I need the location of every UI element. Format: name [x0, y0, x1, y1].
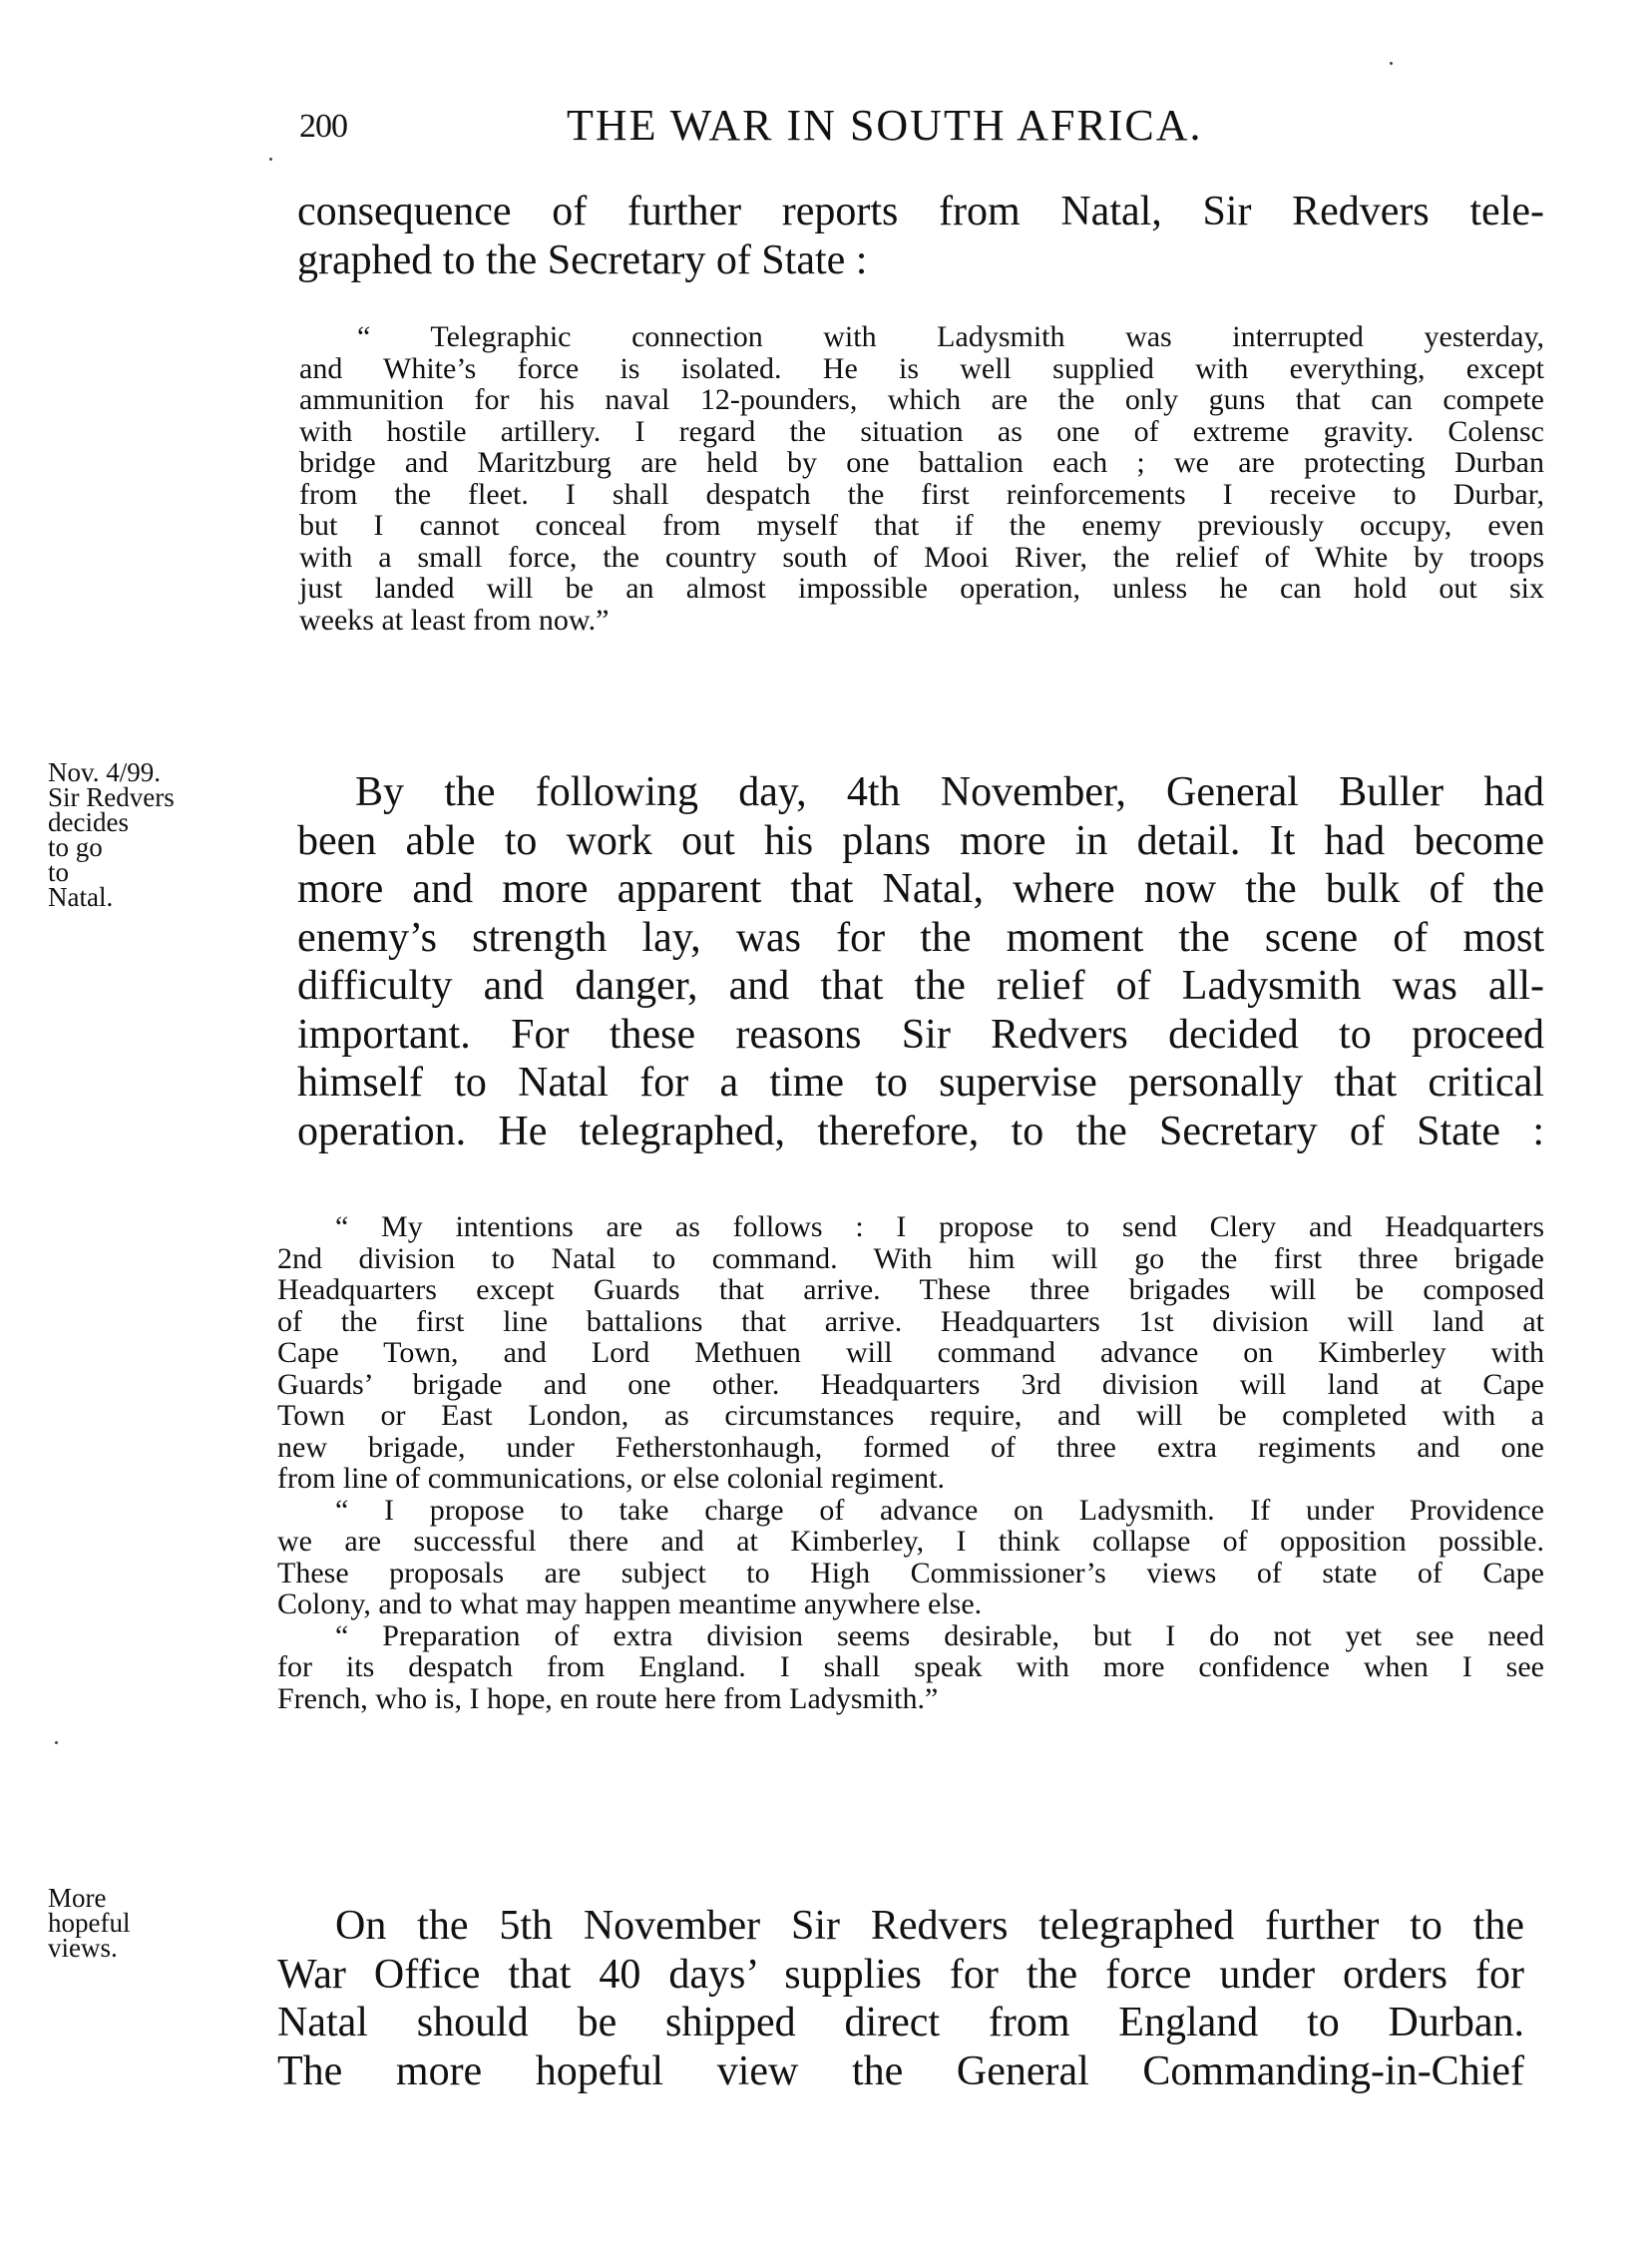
scan-speck: [55, 1741, 58, 1744]
quote-line: 2nd division to Natal to command. With him will go the first three brigade: [277, 1241, 1544, 1275]
text-line: himself to Natal for a time to supervise personally that critical: [297, 1060, 1544, 1106]
text-line: Natal should be shipped direct from England to Durban.: [277, 2000, 1524, 2045]
quote-line: Colony, and to what may happen meantime anywhere else.: [277, 1588, 983, 1620]
quote-line: we are successful there and at Kimberley, I think collapse of opposition possible.: [277, 1525, 1544, 1558]
text-line: operation. He telegraphed, therefore, to the Secretary of State :: [297, 1108, 1544, 1154]
quote-line: for its despatch from England. I shall speak with more confidence when I see: [277, 1650, 1544, 1683]
quote-line: Cape Town, and Lord Methuen will command advance on Kimberley with: [277, 1336, 1544, 1369]
quote-line: of the first line battalions that arrive. Headquarters 1st division will land at: [277, 1304, 1544, 1338]
quote-line: “ Telegraphic connection with Ladysmith was interrupted yesterday,: [357, 320, 1544, 353]
running-head: [299, 100, 1297, 160]
quote-paragraph-intentions: [277, 1211, 1544, 1495]
running-title: THE WAR IN SOUTH AFRICA.: [567, 101, 1203, 150]
text-line: consequence of further reports from Natal, Sir Redvers tele-: [297, 189, 1544, 234]
text-line: enemy’s strength lay, was for the moment the scene of most: [297, 914, 1544, 961]
quote-line: Guards’ brigade and one other. Headquarters 3rd division will land at Cape: [277, 1367, 1544, 1401]
quote-line: new brigade, under Fetherstonhaugh, formed of three extra regiments and one: [277, 1430, 1544, 1464]
quote-line: Town or East London, as circumstances require, and will be completed with a: [277, 1399, 1544, 1432]
quote-line: bridge and Maritzburg are held by one battalion each ; we are protecting Durban: [299, 446, 1544, 479]
telegram-quote-1: [299, 321, 1544, 636]
scan-speck: [1390, 62, 1393, 65]
text-line: On the 5th November Sir Redvers telegraphed further to the: [335, 1903, 1524, 1949]
sidenote-line: decides: [48, 807, 129, 837]
paragraph-buller-plans: [297, 768, 1544, 1155]
paragraph-continued: [297, 188, 1544, 284]
paragraph-5th-november: [277, 1902, 1524, 2095]
quote-line: “ My intentions are as follows : I propose to send Clery and Headquarters: [335, 1210, 1544, 1243]
text-line: The more hopeful view the General Commanding-in-Chief: [277, 2047, 1524, 2094]
telegram-quote-2: [277, 1211, 1544, 1714]
sidenote-line: to go: [48, 832, 103, 862]
quote-line: from line of communications, or else colonial regiment.: [277, 1462, 945, 1495]
sidenote-line: views.: [48, 1933, 118, 1963]
text-line: more and more apparent that Natal, where now the bulk of the: [297, 866, 1544, 912]
quote-line: with hostile artillery. I regard the situation as one of extreme gravity. Colensc: [299, 414, 1544, 448]
text-line: graphed to the Secretary of State :: [297, 236, 868, 283]
sidenote-line: to: [48, 857, 70, 887]
quote-line: from the fleet. I shall despatch the first reinforcements I receive to Durbar,: [299, 477, 1544, 511]
scan-speck: [269, 158, 272, 161]
quote-line: just landed will be an almost impossible operation, unless he can hold out six: [299, 572, 1544, 605]
quote-paragraph-ladysmith: [277, 1495, 1544, 1620]
sidenote-line: Nov. 4/99.: [48, 757, 161, 787]
quote-line: and White’s force is isolated. He is well supplied with everything, except: [299, 351, 1544, 385]
text-line: By the following day, 4th November, General Buller had: [355, 769, 1544, 815]
quote-paragraph-extra-division: [277, 1620, 1544, 1715]
text-line: difficulty and danger, and that the relief of Ladysmith was all-: [297, 963, 1544, 1009]
text-line: War Office that 40 days’ supplies for the force under orders for: [277, 1951, 1524, 1998]
quote-line: “ Preparation of extra division seems desirable, but I do not yet see need: [335, 1618, 1544, 1652]
sidenote-line: Natal.: [48, 882, 114, 912]
sidenote-more-hopeful: [48, 1883, 247, 1963]
sidenote-line: More: [48, 1883, 107, 1913]
quote-line: with a small force, the country south of Mooi River, the relief of White by troops: [299, 540, 1544, 574]
quote-line: “ I propose to take charge of advance on Ladysmith. If under Providence: [335, 1493, 1544, 1527]
sidenote-line: hopeful: [48, 1908, 131, 1938]
text-line: important. For these reasons Sir Redvers decided to proceed: [297, 1011, 1544, 1058]
quote-line: French, who is, I hope, en route here from Ladysmith.”: [277, 1681, 939, 1715]
sidenote-line: Sir Redvers: [48, 782, 175, 812]
text-line: been able to work out his plans more in detail. It had become: [297, 817, 1544, 864]
quote-line: Headquarters except Guards that arrive. These three brigades will be composed: [277, 1273, 1544, 1306]
quote-line: but I cannot conceal from myself that if the enemy previously occupy, even: [299, 509, 1544, 542]
quote-line: weeks at least from now.”: [299, 603, 610, 637]
quote-line: These proposals are subject to High Commissioner’s views of state of Cape: [277, 1556, 1544, 1589]
page-number: 200: [299, 108, 347, 145]
sidenote-nov-4: [48, 757, 247, 912]
quote-line: ammunition for his naval 12-pounders, which are the only guns that can compete: [299, 383, 1544, 416]
